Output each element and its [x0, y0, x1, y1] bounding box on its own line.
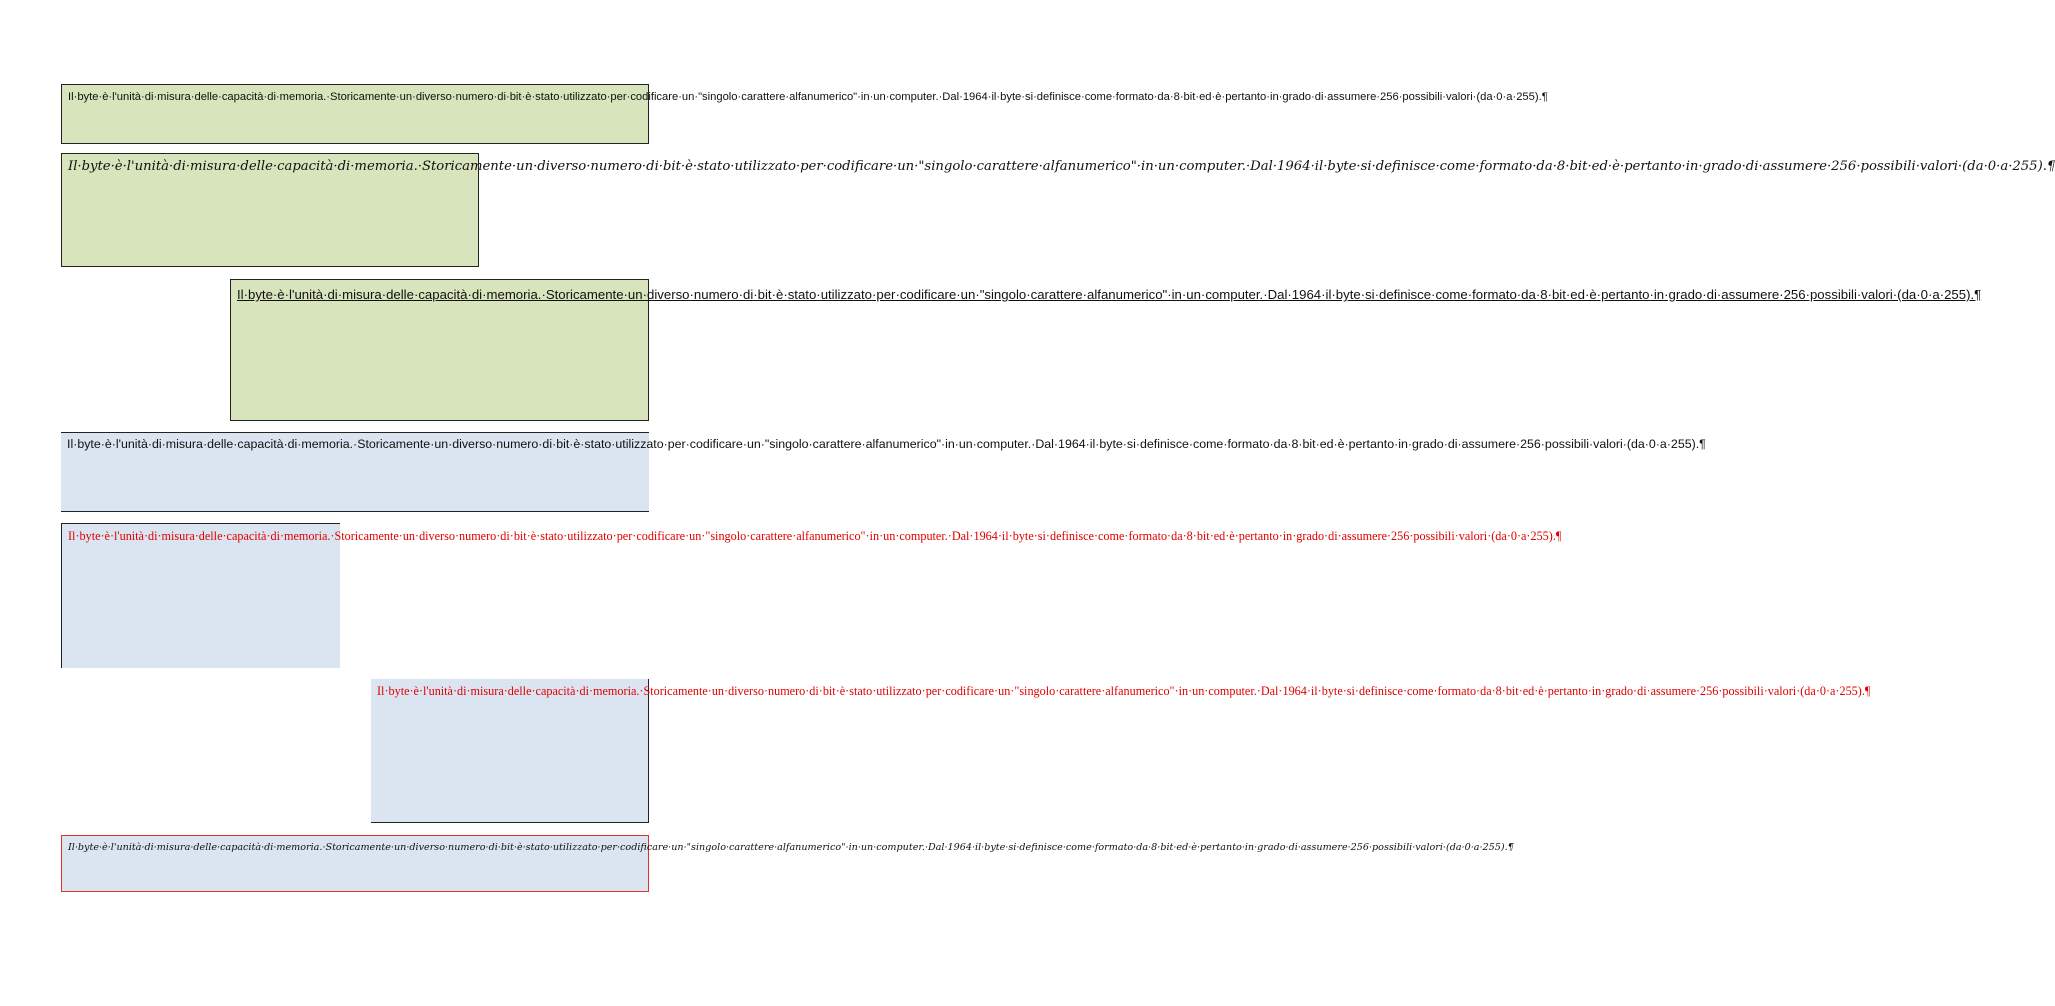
paragraph-green-sans: Il·byte·è·l'unità·di·misura·delle·capacità·di·memoria.·Storicamente·un·diverso·numero·di·bit·è·stato·utilizzato·per·codificare·un·"singolo·carattere·alfanumerico"·in·un·computer.·Dal·1964·il·byte·si·definisce·come·formato·da·8·bit·ed·è·pertanto·in·grado·di·assumere·256·possibili·valori·(da·0·a·255).¶ — [61, 84, 649, 144]
paragraph-green-underlined: Il·byte·è·l'unità·di·misura·delle·capacità·di·memoria.·Storicamente·un·diverso·numero·di·bit·è·stato·utilizzato·per·codificare·un·"singolo·carattere·alfanumerico"·in·un·computer.·Dal·1964·il·byte·si·definisce·come·formato·da·8·bit·ed·è·pertanto·in·grado·di·assumere·256·possibili·valori·(da·0·a·255).¶ — [230, 279, 649, 421]
paragraph-green-italic: Il·byte·è·l'unità·di·misura·delle·capacità·di·memoria.·Storicamente·un·diverso·numero·di·bit·è·stato·utilizzato·per·codificare·un·"singolo·carattere·alfanumerico"·in·un·computer.·Dal·1964·il·byte·si·definisce·come·formato·da·8·bit·ed·è·pertanto·in·grado·di·assumere·256·possibili·valori·(da·0·a·255).¶ — [61, 153, 479, 267]
paragraph-blue-red-right: Il·byte·è·l'unità·di·misura·delle·capacità·di·memoria.·Storicamente·un·diverso·numero·di·bit·è·stato·utilizzato·per·codificare·un·"singolo·carattere·alfanumerico"·in·un·computer.·Dal·1964·il·byte·si·definisce·come·formato·da·8·bit·ed·è·pertanto·in·grado·di·assumere·256·possibili·valori·(da·0·a·255).¶ — [371, 679, 649, 823]
paragraph-blue-red-left: Il·byte·è·l'unità·di·misura·delle·capacità·di·memoria.·Storicamente·un·diverso·numero·di·bit·è·stato·utilizzato·per·codificare·un·"singolo·carattere·alfanumerico"·in·un·computer.·Dal·1964·il·byte·si·definisce·come·formato·da·8·bit·ed·è·pertanto·in·grado·di·assumere·256·possibili·valori·(da·0·a·255).¶ — [61, 523, 340, 668]
paragraph-blue-sans: Il·byte·è·l'unità·di·misura·delle·capacità·di·memoria.·Storicamente·un·diverso·numero·di·bit·è·stato·utilizzato·per·codificare·un·"singolo·carattere·alfanumerico"·in·un·computer.·Dal·1964·il·byte·si·definisce·come·formato·da·8·bit·ed·è·pertanto·in·grado·di·assumere·256·possibili·valori·(da·0·a·255).¶ — [61, 432, 649, 512]
paragraph-blue-small-italic: Il·byte·è·l'unità·di·misura·delle·capacità·di·memoria.·Storicamente·un·diverso·numero·di·bit·è·stato·utilizzato·per·codificare·un·"singolo·carattere·alfanumerico"·in·un·computer.·Dal·1964·il·byte·si·definisce·come·formato·da·8·bit·ed·è·pertanto·in·grado·di·assumere·256·possibili·valori·(da·0·a·255).¶ — [61, 835, 649, 892]
